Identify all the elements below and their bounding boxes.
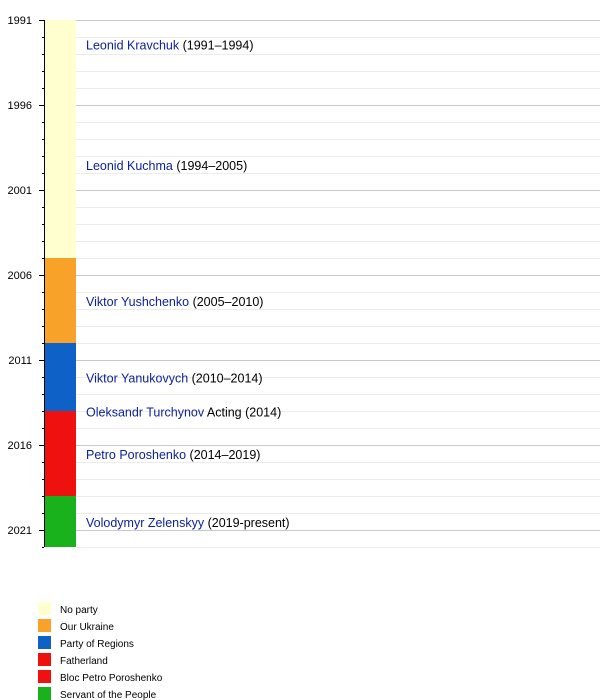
legend-label: Party of Regions <box>60 639 134 650</box>
president-name-link[interactable]: Viktor Yushchenko <box>86 295 190 310</box>
tick-label-1996: 1996 <box>7 100 32 112</box>
legend-swatch <box>38 602 51 615</box>
grid-lines <box>76 21 600 548</box>
president-term: (1991–1994) <box>179 38 254 53</box>
legend-swatch <box>38 619 51 632</box>
legend-label: Servant of the People <box>60 690 157 700</box>
legend-swatch <box>38 687 51 700</box>
president-labels <box>86 39 290 531</box>
period-bar-fatherland <box>45 411 76 496</box>
president-term: (1994–2005) <box>172 159 248 174</box>
tick-label-2021: 2021 <box>7 525 32 537</box>
president-term: (2010–2014) <box>188 371 263 386</box>
tick-label-1991: 1991 <box>7 15 32 27</box>
president-term: (2014–2019) <box>186 448 261 463</box>
president-name-link[interactable]: Viktor Yanukovych <box>86 371 189 386</box>
president-label <box>86 295 263 309</box>
tick-label-2011: 2011 <box>8 355 32 367</box>
tick-label-2016: 2016 <box>7 440 32 452</box>
year-axis <box>8 15 45 548</box>
legend-swatch <box>38 670 51 683</box>
president-label <box>86 516 290 530</box>
president-term: (2005–2010) <box>189 295 264 310</box>
president-name-link[interactable]: Petro Poroshenko <box>86 448 187 463</box>
president-label <box>86 448 260 462</box>
legend-label: Fatherland <box>60 656 108 667</box>
president-term: (2019-present) <box>204 516 290 531</box>
president-name-link[interactable]: Leonid Kuchma <box>86 159 173 174</box>
tick-label-2006: 2006 <box>7 270 32 282</box>
president-label <box>86 406 281 420</box>
party-period-bars <box>45 20 76 547</box>
legend <box>38 602 163 700</box>
legend-swatch <box>38 653 51 666</box>
president-label <box>86 39 254 53</box>
president-term: Acting (2014) <box>204 405 282 420</box>
period-bar-party-of-regions <box>45 343 76 411</box>
period-bar-no-party <box>45 20 76 258</box>
legend-label: No party <box>60 605 98 616</box>
president-name-link[interactable]: Volodymyr Zelenskyy <box>86 516 205 531</box>
legend-label: Bloc Petro Poroshenko <box>60 673 163 684</box>
president-label <box>86 372 263 386</box>
president-name-link[interactable]: Leonid Kravchuk <box>86 38 180 53</box>
legend-swatch <box>38 636 51 649</box>
period-bar-servant-of-the-people <box>45 496 76 547</box>
president-name-link[interactable]: Oleksandr Turchynov <box>86 405 205 420</box>
period-bar-our-ukraine <box>45 258 76 343</box>
president-label <box>86 159 247 173</box>
tick-label-2001: 2001 <box>7 185 32 197</box>
legend-label: Our Ukraine <box>60 622 114 633</box>
